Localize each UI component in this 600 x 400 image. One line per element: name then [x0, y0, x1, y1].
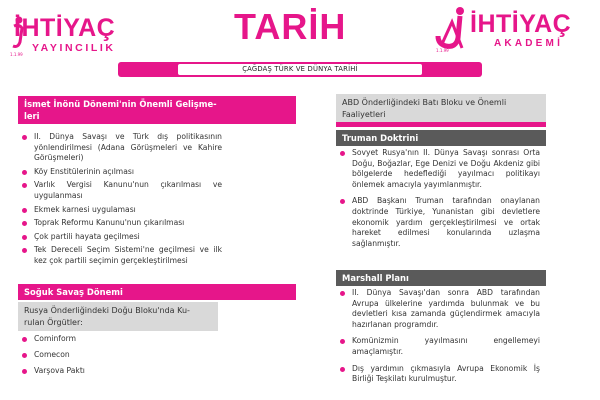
bullet-icon	[22, 337, 27, 342]
list-item-text: ABD Başkanı Truman tarafından onaylanan doktrinde Türkiye, Yunanistan gibi devletlere ekonomik yardım gerçekleştirilmesi ve ortak hareket edilmesi konularında uzlaşma sağlanmıştır.	[352, 196, 540, 248]
bati-bloku-box	[336, 94, 546, 123]
list-item	[22, 218, 222, 229]
list-item-text: Sovyet Rusya'nın II. Dünya Savaşı sonrası Orta Doğu, Boğazlar, Ege Denizi ve Doğu Akdeniz gibi bölgelerde hedeflediği yayılmacı politikayı önlemek amacıyla yayımlanmıştır.	[352, 148, 540, 189]
inonu-heading-line2: leri	[24, 111, 40, 121]
bati-bloku-underline	[336, 122, 546, 127]
bullet-icon	[22, 353, 27, 358]
subject-label: ÇAĞDAŞ TÜRK VE DÜNYA TARİHİ	[178, 64, 422, 75]
bullet-icon	[22, 170, 27, 175]
dogu-bloku-line1: Rusya Önderliğindeki Doğu Bloku'nda Ku-	[24, 306, 190, 315]
list-item	[22, 232, 222, 243]
inonu-list	[22, 132, 222, 270]
truman-heading: Truman Doktrini	[336, 130, 546, 146]
soguk-savas-heading: Soğuk Savaş Dönemi	[18, 284, 296, 300]
list-item-text: Varlık Vergisi Kanunu'nun çıkarılması ve uygulanması	[34, 180, 222, 200]
bullet-icon	[22, 221, 27, 226]
bullet-icon	[22, 135, 27, 140]
bati-bloku-line2: Faaliyetleri	[342, 109, 386, 119]
list-item	[22, 245, 222, 266]
bati-bloku-line1: ABD Önderliğindeki Batı Bloku ve Önemli	[342, 98, 507, 107]
dogu-bloku-line2: rulan Örgütler:	[24, 317, 83, 327]
list-item	[22, 350, 222, 360]
list-item	[22, 334, 222, 344]
inonu-heading-line1: İsmet İnönü Dönemi'nin Önemli Gelişme-	[24, 99, 217, 109]
list-item	[22, 132, 222, 164]
bullet-icon	[22, 248, 27, 253]
list-item	[22, 167, 222, 178]
bullet-icon	[22, 369, 27, 374]
bullet-icon	[340, 339, 345, 344]
list-item-text: Comecon	[34, 350, 70, 359]
truman-list	[340, 148, 540, 252]
bullet-icon	[22, 235, 27, 240]
logo-right-sub: AKADEMİ	[494, 38, 564, 49]
list-item-text: Ekmek karnesi uygulaması	[34, 204, 136, 214]
inonu-section-heading	[18, 96, 296, 124]
logo-right-brand: İHTİYAÇ	[470, 10, 572, 38]
list-item-text: Cominform	[34, 334, 76, 343]
bullet-icon	[340, 367, 345, 372]
list-item	[340, 148, 540, 190]
list-item-text: Dış yardımın çıkmasıyla Avrupa Ekonomik İş Birliği Teşkilatı kurulmuştur.	[352, 363, 540, 384]
list-item-text: II. Dünya Savaşı'dan sonra ABD tarafından Avrupa ülkelerine yardımda bulunmak ve bu devletleri kısa zamanda güçlendirmek amacıyla hazırlanan programdır.	[352, 288, 540, 329]
ihtiyac-yayincilik-logo	[6, 8, 156, 56]
logo-left-tiny: 1.1.99	[10, 52, 23, 57]
list-item-text: Toprak Reformu Kanunu'nun çıkarılması	[34, 218, 185, 228]
list-item	[22, 205, 222, 216]
logo-left-brand: İHTİYAÇ	[14, 14, 116, 42]
marshall-heading: Marshall Planı	[336, 270, 546, 286]
list-item-text: II. Dünya Savaşı ve Türk dış politikasının yönlendirilmesi (Adana Görüşmeleri ve Kahire Görüşmeleri)	[34, 132, 222, 163]
list-item-text: Tek Dereceli Seçim Sistemi'ne geçilmesi ve ilk kez çok partili seçimin gerçekleştirilmesi	[34, 245, 222, 265]
dogu-bloku-box	[18, 302, 218, 331]
list-item-text: Komünizmin yayılmasını engellemeyi amaçlamıştır.	[352, 336, 540, 356]
subject-bar	[118, 62, 482, 77]
bullet-icon	[340, 151, 345, 156]
dogu-bloku-list	[22, 334, 222, 379]
bullet-icon	[340, 291, 345, 296]
list-item-text: Köy Enstitülerinin açılması	[34, 166, 134, 176]
marshall-list	[340, 288, 540, 388]
page-title: TARİH	[234, 6, 347, 47]
list-item	[340, 196, 540, 249]
logo-right-tiny: 1.1.99	[436, 48, 449, 53]
logo-left-sub: YAYINCILIK	[32, 42, 116, 54]
list-item	[340, 336, 540, 357]
list-item	[340, 288, 540, 330]
list-item	[22, 180, 222, 201]
ihtiyac-akademi-logo	[432, 4, 592, 56]
bullet-icon	[22, 183, 27, 188]
list-item-text: Çok partili hayata geçilmesi	[34, 231, 140, 241]
logo-figure-icon	[432, 4, 474, 54]
list-item-text: Varşova Paktı	[34, 366, 85, 375]
list-item	[340, 364, 540, 385]
bullet-icon	[340, 199, 345, 204]
bullet-icon	[22, 208, 27, 213]
list-item	[22, 366, 222, 376]
